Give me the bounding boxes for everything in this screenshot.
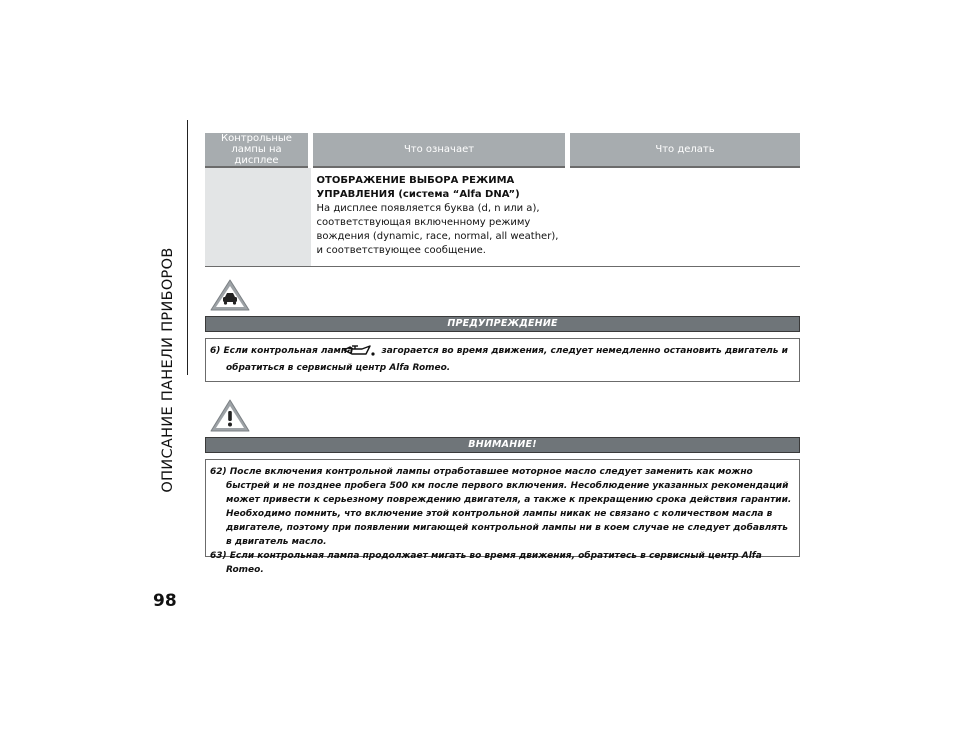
lamps-table: [205, 133, 800, 267]
row-title-line1: ОТОБРАЖЕНИЕ ВЫБОРА РЕЖИМА: [316, 175, 515, 186]
warning-note-suffix: загорается во время движения, следует немедленно остановить двигатель и обратиться в сервисный центр Alfa Romeo.: [226, 346, 788, 373]
warning-note: [210, 344, 793, 375]
header-action: Что делать: [568, 133, 801, 167]
caution-title-bar: ВНИМАНИЕ!: [205, 437, 800, 453]
meaning-cell: [311, 167, 568, 267]
page-number: 98: [153, 591, 177, 611]
table-header-row: [205, 133, 800, 167]
row-body: На дисплее появляется буква (d, n или a), соответствующая включенному режиму вождения (dynamic, race, normal, all weather), и соответствующее сообщение.: [316, 203, 559, 256]
header-lamps: Контрольные лампы на дисплее: [205, 133, 311, 167]
oil-pressure-icon: [358, 344, 376, 361]
row-title-line2: УПРАВЛЕНИЯ (система “Alfa DNA”): [316, 189, 520, 200]
side-title-text: ОПИСАНИЕ ПАНЕЛИ ПРИБОРОВ: [160, 247, 176, 493]
lamp-icon-cell: [205, 167, 311, 267]
caution-note-62: 62) После включения контрольной лампы отработавшее моторное масло следует заменить как можно быстрей и не позднее пробега 500 км после первого включения. Несоблюдение указанных рекомендаций может привести к серьезному повреждению двигателя, а также к прекращению срока действия гарантии. Необходимо помнить, что включение этой контрольной лампы никак не связано с количеством масла в двигателе, поэтому при появлении мигающей контрольной лампы ни в коем случае не следует добавлять в двигатель масло.: [210, 467, 792, 547]
warning-note-prefix: 6) Если контрольная лампа: [210, 346, 354, 356]
header-meaning: Что означает: [311, 133, 568, 167]
car-skid-warning-icon: [210, 279, 250, 311]
table-row: [205, 167, 800, 267]
side-divider: [187, 120, 188, 375]
warning-title-bar: ПРЕДУПРЕЖДЕНИЕ: [205, 316, 800, 332]
caution-note-63: 63) Если контрольная лампа продолжает мигать во время движения, обратитесь в сервисный центр Alfa Romeo.: [210, 551, 762, 575]
action-cell: [568, 167, 801, 267]
caution-note-box: [205, 459, 800, 575]
warning-note-box: [205, 338, 800, 382]
exclamation-warning-icon: [210, 399, 250, 432]
